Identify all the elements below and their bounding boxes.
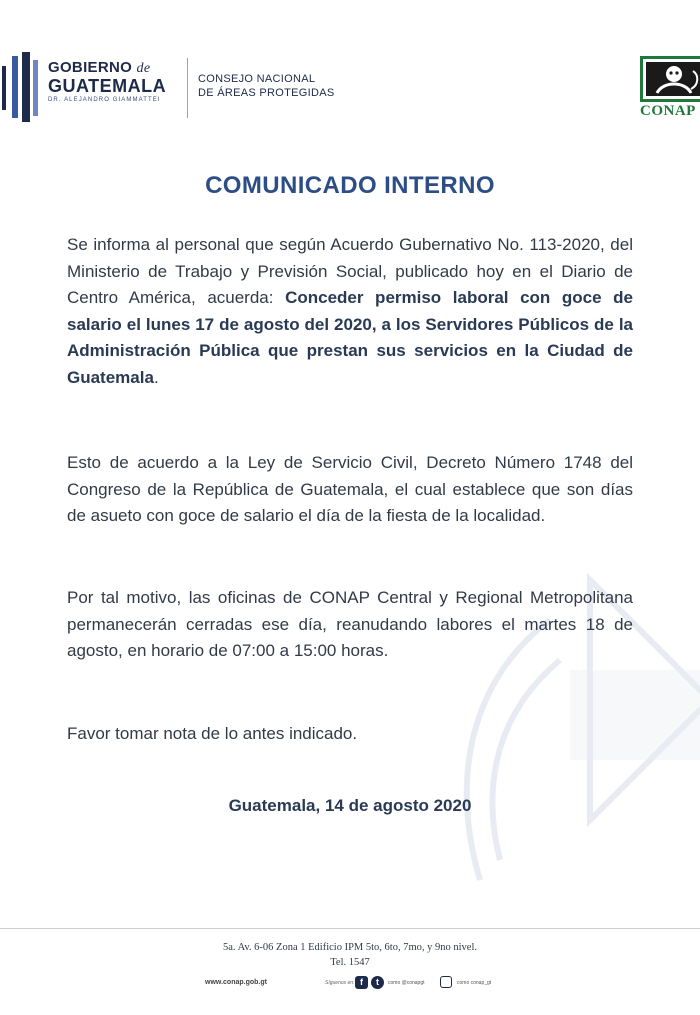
date-signature-line: Guatemala, 14 de agosto 2020 — [228, 796, 472, 815]
instagram-handle: como conap_gt — [457, 980, 492, 986]
announcement-end: . — [153, 367, 159, 387]
document-title: COMUNICADO INTERNO — [205, 172, 495, 199]
footer-address-block — [0, 940, 700, 970]
monkey-icon — [643, 59, 700, 99]
conap-emblem-box — [640, 56, 700, 102]
conap-name-line2: DE ÁREAS PROTEGIDAS — [198, 87, 335, 99]
conap-full-name — [198, 72, 335, 100]
footer-divider — [0, 928, 700, 929]
instagram-icon[interactable] — [440, 976, 452, 988]
guatemala-text: GUATEMALA — [48, 76, 167, 96]
twitter-icon[interactable]: t — [371, 976, 384, 989]
conap-logo — [640, 56, 700, 124]
gobierno-logo-stripes — [0, 52, 40, 122]
de-text: de — [136, 61, 151, 76]
paragraph-legal-basis: Esto de acuerdo a la Ley de Servicio Civil, Decreto Número 1748 del Congreso de la República de Guatemala, el cual establece que son días de asueto con goce de salario el día de la fiesta de la localidad. — [67, 453, 633, 525]
conap-name-line1: CONSEJO NACIONAL — [198, 73, 316, 85]
announcement-intro: Se informa al personal que según Acuerdo Gubernativo No. 113-2020, del Ministerio de Trabajo y Previsión Social, publicado hoy en el Diario de Centro América, acuerda: — [67, 235, 633, 307]
conap-logo-label: CONAP — [640, 103, 696, 119]
paragraph-announcement — [67, 232, 633, 391]
gobierno-text: GOBIERNO — [48, 59, 133, 76]
social-label: Síguenos en: — [325, 980, 355, 986]
president-name: DR. ALEJANDRO GIAMMATTEI — [48, 97, 161, 103]
gobierno-guatemala-logo — [48, 60, 166, 105]
facebook-icon[interactable]: f — [355, 976, 368, 989]
paragraph-note: Favor tomar nota de lo antes indicado. — [67, 724, 358, 743]
paragraph-office-closure: Por tal motivo, las oficinas de CONAP Central y Regional Metropolitana permanecerán cerradas ese día, reanudando labores el martes 18 de agosto, en horario de 07:00 a 15:00 horas. — [67, 588, 633, 660]
header-divider — [187, 58, 188, 118]
footer-website-link[interactable]: www.conap.gob.gt — [205, 979, 267, 986]
twitter-handle: como @conapgt — [388, 980, 425, 986]
announcement-bold: Conceder permiso laboral con goce de salario el lunes 17 de agosto del 2020, a los Servidores Públicos de la Administración Pública que prestan sus servicios en la Ciudad de Guatemala — [67, 288, 633, 387]
footer-phone: Tel. 1547 — [330, 957, 370, 968]
footer-address: 5a. Av. 6-06 Zona 1 Edificio IPM 5to, 6to, 7mo, y 9no nivel. — [222, 942, 477, 953]
